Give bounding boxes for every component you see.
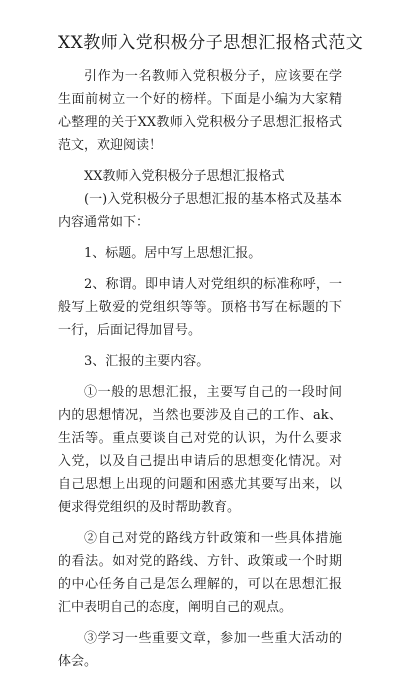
document-title: XX教师入党积极分子思想汇报格式范文: [58, 33, 364, 53]
item-title: 1、标题。居中写上思想汇报。: [84, 246, 262, 261]
item-salutation: 2、称谓。即申请人对党组织的标准称呼，一般写上敬爱的党组织等等。顶格书写在标题的下一行，后面记得加冒号。: [58, 277, 342, 338]
spacer: [58, 519, 342, 527]
content-paragraph-1: ①一般的思想汇报，主要写自己的一段时间内的思想情况，当然也要涉及自己的工作、ak、生活等。重点要谈自己对党的认识，为什么要求入党，以及自己提出申请后的思想变化情况。对自己思想上出现的问题和困惑尤其要写出来，以便求得党组织的及时帮助教育。: [58, 385, 342, 515]
subtitle-line: XX教师入党积极分子思想汇报格式: [84, 169, 285, 184]
content-paragraph-2: ②自己对党的路线方针政策和一些具体措施的看法。如对党的路线、方针、政策或一个时期的中心任务自己是怎么理解的，可以在思想汇报汇中表明自己的态度，阐明自己的观点。: [58, 531, 342, 615]
spacer: [58, 265, 342, 273]
intro-paragraph: 引作为一名教师入党积极分子，应该要在学生面前树立一个好的榜样。下面是小编为大家精心整理的关于XX教师入党积极分子思想汇报格式范文，欢迎阅读！: [58, 69, 342, 153]
spacer: [58, 234, 342, 242]
spacer: [58, 157, 342, 165]
spacer: [58, 619, 342, 627]
spacer: [58, 342, 342, 350]
content-paragraph-3: ③学习一些重要文章，参加一些重大活动的体会。: [58, 631, 342, 669]
section-one-paragraph: (一)入党积极分子思想汇报的基本格式及基本内容通常如下：: [58, 192, 342, 230]
spacer: [58, 373, 342, 381]
item-main-content: 3、汇报的主要内容。: [84, 354, 210, 369]
